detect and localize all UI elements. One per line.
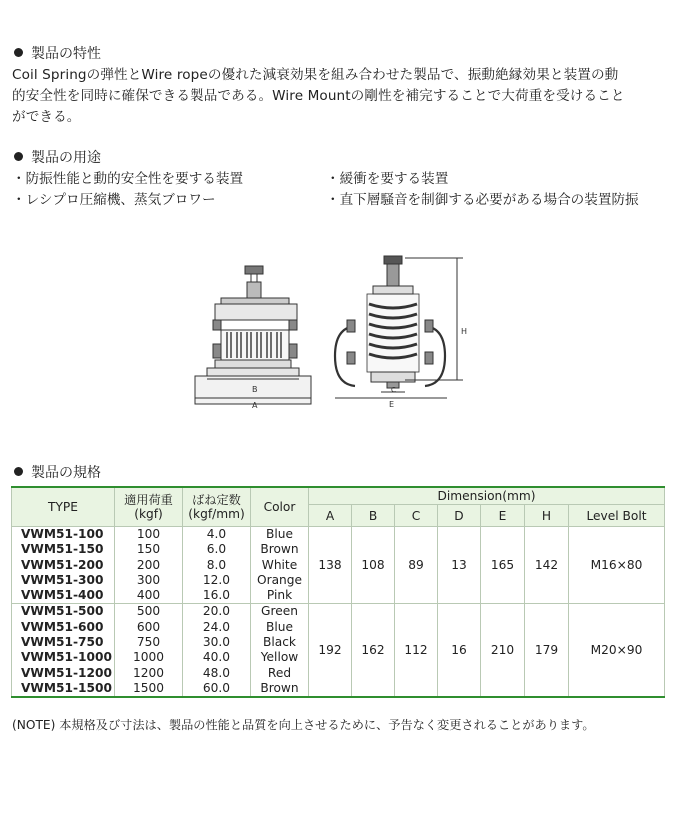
uses-heading: 製品の用途 xyxy=(14,149,101,167)
table-row-group-1 xyxy=(12,527,665,604)
features-heading: 製品の特性 xyxy=(14,45,101,63)
dim-d-cell: 13 xyxy=(438,527,481,604)
header-row xyxy=(12,487,665,505)
dim-c-cell: 112 xyxy=(395,604,438,697)
col-rate: ばね定数 (kgf/mm) xyxy=(183,487,251,527)
dim-d-cell: 16 xyxy=(438,604,481,697)
type-cell: VWM51-100 VWM51-150 VWM51-200 VWM51-300 VWM51-400 xyxy=(12,527,115,604)
bullet-icon xyxy=(14,48,23,57)
col-load: 適用荷重 (kgf) xyxy=(115,487,183,527)
note-text: (NOTE) 本規格及び寸法は、製品の性能と品質を向上させるために、予告なく変更されることがあります。 xyxy=(12,718,595,732)
spec-table xyxy=(11,486,665,698)
load-cell: 100 150 200 300 400 xyxy=(115,527,183,604)
col-dim-d: D xyxy=(438,505,481,527)
col-level-bolt: Level Bolt xyxy=(569,505,665,527)
table-row-group-2 xyxy=(12,604,665,697)
dim-label-h: H xyxy=(461,327,468,336)
spec-heading: 製品の規格 xyxy=(14,464,101,482)
dim-label-a: A xyxy=(252,401,258,410)
use-item: ・防振性能と動的安全性を要する装置 xyxy=(12,171,244,187)
col-dim-a: A xyxy=(309,505,352,527)
use-item: ・緩衝を要する装置 xyxy=(326,171,449,187)
type-cell: VWM51-500 VWM51-600 VWM51-750 VWM51-1000 VWM51-1200 VWM51-1500 xyxy=(12,604,115,697)
features-text xyxy=(12,65,672,128)
dim-c-cell: 89 xyxy=(395,527,438,604)
color-cell: Blue Brown White Orange Pink xyxy=(251,527,309,604)
product-drawing xyxy=(185,248,485,414)
rate-cell: 4.0 6.0 8.0 12.0 16.0 xyxy=(183,527,251,604)
bullet-icon xyxy=(14,467,23,476)
col-dimension: Dimension(mm) xyxy=(309,487,665,505)
dim-e-cell: 210 xyxy=(481,604,525,697)
dim-label-e: E xyxy=(389,400,395,409)
col-dim-b: B xyxy=(352,505,395,527)
bullet-icon xyxy=(14,152,23,161)
load-cell: 500 600 750 1000 1200 1500 xyxy=(115,604,183,697)
dim-h-cell: 142 xyxy=(525,527,569,604)
use-item: ・直下層騒音を制御する必要がある場合の装置防振 xyxy=(326,192,639,208)
color-cell: Green Blue Black Yellow Red Brown xyxy=(251,604,309,697)
col-color: Color xyxy=(251,487,309,527)
col-dim-h: H xyxy=(525,505,569,527)
dim-label-c: C xyxy=(391,386,396,394)
dim-label-b: B xyxy=(252,385,258,394)
dim-b-cell: 162 xyxy=(352,604,395,697)
features-line: ができる。 xyxy=(12,109,81,125)
level-bolt-cell: M20×90 xyxy=(569,604,665,697)
level-bolt-cell: M16×80 xyxy=(569,527,665,604)
rate-cell: 20.0 24.0 30.0 40.0 48.0 60.0 xyxy=(183,604,251,697)
dim-e-cell: 165 xyxy=(481,527,525,604)
side-view-drawing xyxy=(335,256,463,398)
col-dim-e: E xyxy=(481,505,525,527)
dim-a-cell: 192 xyxy=(309,604,352,697)
features-line: 的安全性を同時に確保できる製品である。Wire Mountの剛性を補完することで大荷重を受けること xyxy=(12,88,625,104)
col-dim-c: C xyxy=(395,505,438,527)
front-view-drawing xyxy=(195,266,311,404)
dim-b-cell: 108 xyxy=(352,527,395,604)
col-type: TYPE xyxy=(12,487,115,527)
dim-a-cell: 138 xyxy=(309,527,352,604)
dim-h-cell: 179 xyxy=(525,604,569,697)
use-item: ・レシプロ圧縮機、蒸気ブロワー xyxy=(12,192,216,208)
features-line: Coil Springの弾性とWire ropeの優れた減衰効果を組み合わせた製品で、振動絶縁効果と装置の動 xyxy=(12,67,619,83)
